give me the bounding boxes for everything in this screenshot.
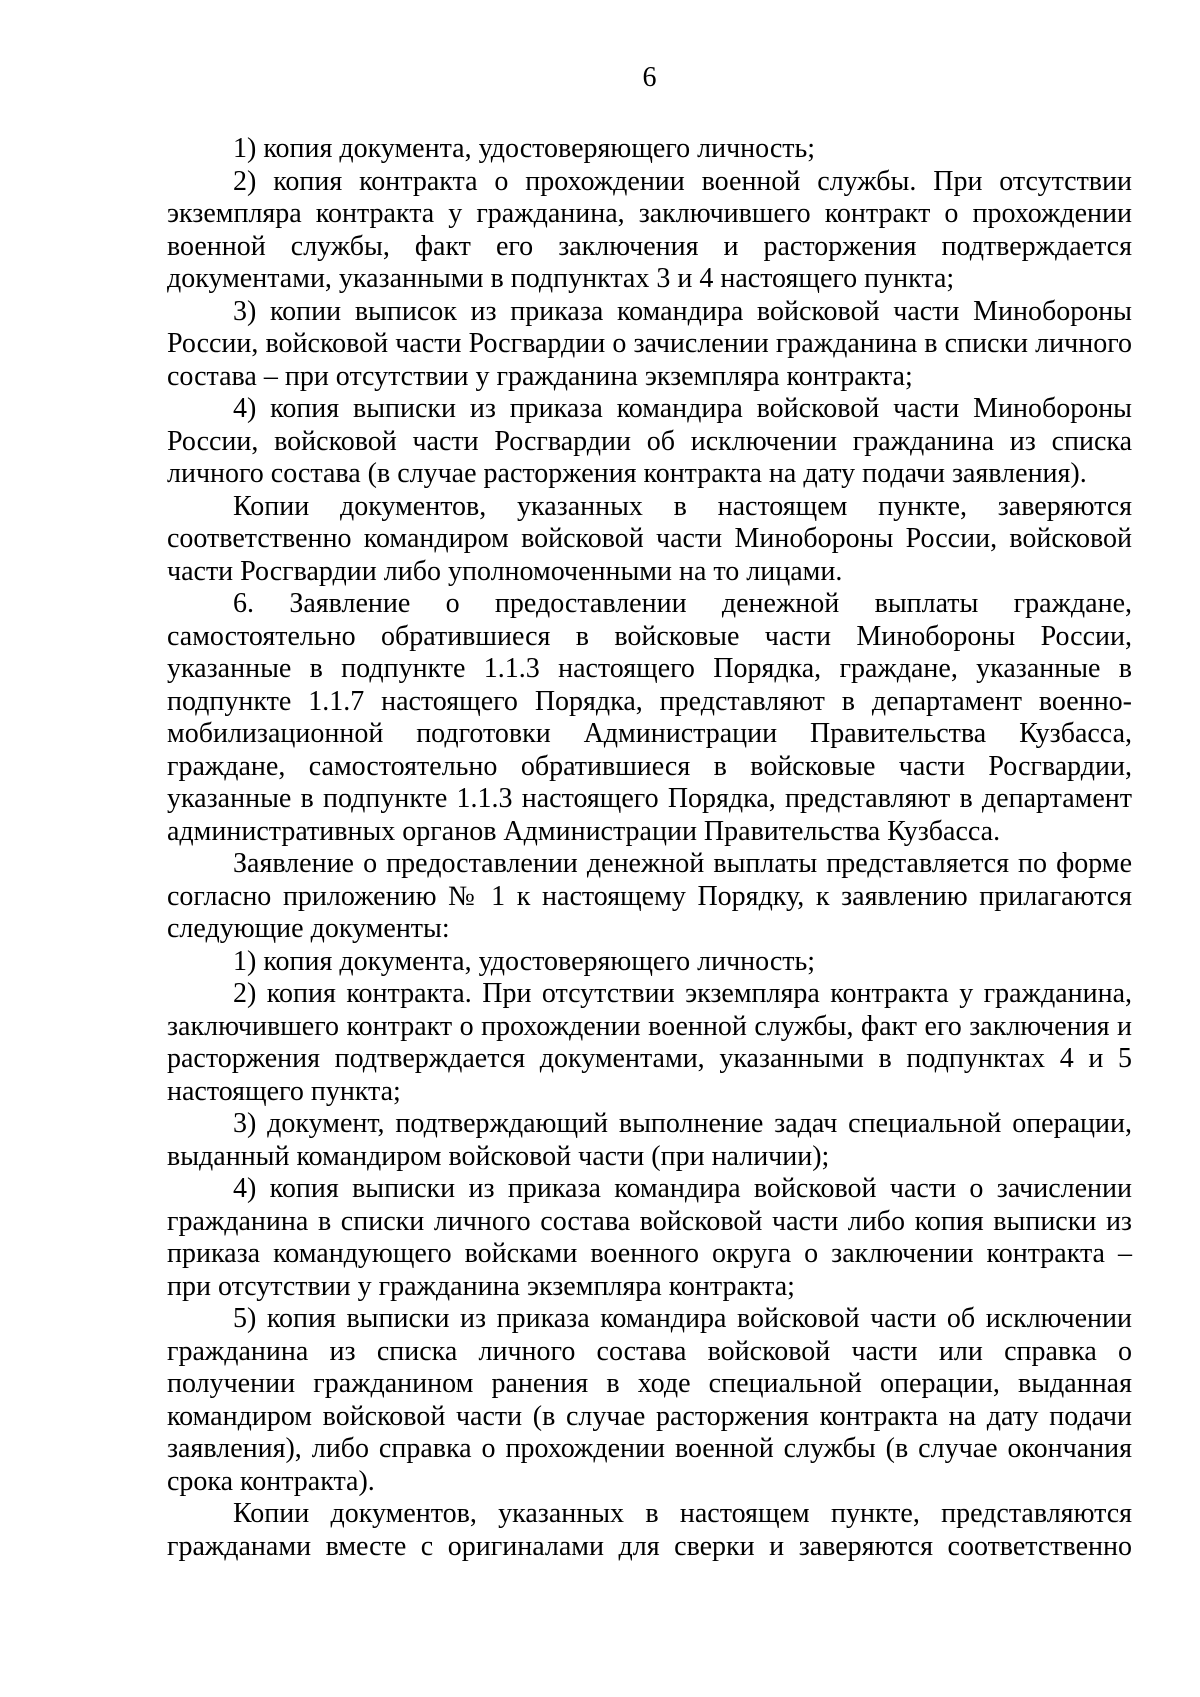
paragraph-item-6: 6. Заявление о предоставлении денежной выплаты граждане, самостоятельно обратившиеся в войсковые части Минобороны России, указанные в подпункте 1.1.3 настоящего Порядка, граждане, указанные в подпункте 1.1.7 настоящего Порядка, представляют в департамент военно-мобилизационной подготовки Администрации Правительства Кузбасса, граждане, самостоятельно обратившиеся в войсковые части Росгвардии, указанные в подпункте 1.1.3 настоящего Порядка, представляют в департамент административных органов Администрации Правительства Кузбасса. — [167, 588, 1132, 847]
paragraph-subitem2-1: 1) копия документа, удостоверяющего личность; — [233, 945, 816, 977]
paragraph-subitem-3: 3) копии выписок из приказа командира войсковой части Минобороны России, войсковой части Росгвардии о зачислении гражданина в списки личного состава – при отсутствии у гражданина экземпляра контракта; — [167, 295, 1132, 392]
paragraph-subitem-4: 4) копия выписки из приказа командира войсковой части Минобороны России, войсковой части Росгвардии об исключении гражданина из списка личного состава (в случае расторжения контракта на дату подачи заявления). — [167, 393, 1132, 489]
paragraph-subitem2-3: 3) документ, подтверждающий выполнение задач специальной операции, выданный командиром войсковой части (при наличии); — [167, 1108, 1132, 1172]
paragraph-copies-note-2: Копии документов, указанных в настоящем пункте, представляются гражданами вместе с оригиналами для сверки и заверяются соответственно — [167, 1498, 1132, 1562]
paragraph-copies-note: Копии документов, указанных в настоящем пункте, заверяются соответственно командиром войсковой части Минобороны России, войсковой части Росгвардии либо уполномоченными на то лицами. — [167, 490, 1132, 587]
paragraph-subitem-2: 2) копия контракта о прохождении военной службы. При отсутствии экземпляра контракта у гражданина, заключившего контракт о прохождении военной службы, факт его заключения и расторжения подтверждается документами, указанными в подпунктах 3 и 4 настоящего пункта; — [167, 165, 1132, 294]
document-body — [167, 133, 1132, 1563]
paragraph-subitem2-4: 4) копия выписки из приказа командира войсковой части о зачислении гражданина в списки личного состава войсковой части либо копия выписки из приказа командующего войсками военного округа о заключении контракта – при отсутствии у гражданина экземпляра контракта; — [167, 1173, 1132, 1302]
page-number: 6 — [642, 62, 657, 93]
paragraph-subitem2-5: 5) копия выписки из приказа командира войсковой части об исключении гражданина из списка личного состава войсковой части или справка о получении гражданином ранения в ходе специальной операции, выданная командиром войсковой части (в случае расторжения контракта на дату подачи заявления), либо справка о прохождении военной службы (в случае окончания срока контракта). — [167, 1303, 1132, 1497]
paragraph-application-form: Заявление о предоставлении денежной выплаты представляется по форме согласно приложению № 1 к настоящему Порядку, к заявлению прилагаются следующие документы: — [167, 848, 1132, 944]
paragraph-subitem2-2: 2) копия контракта. При отсутствии экземпляра контракта у гражданина, заключившего контракт о прохождении военной службы, факт его заключения и расторжения подтверждается документами, указанными в подпунктах 4 и 5 настоящего пункта; — [167, 978, 1132, 1107]
paragraph-subitem-1: 1) копия документа, удостоверяющего личность; — [233, 133, 816, 164]
